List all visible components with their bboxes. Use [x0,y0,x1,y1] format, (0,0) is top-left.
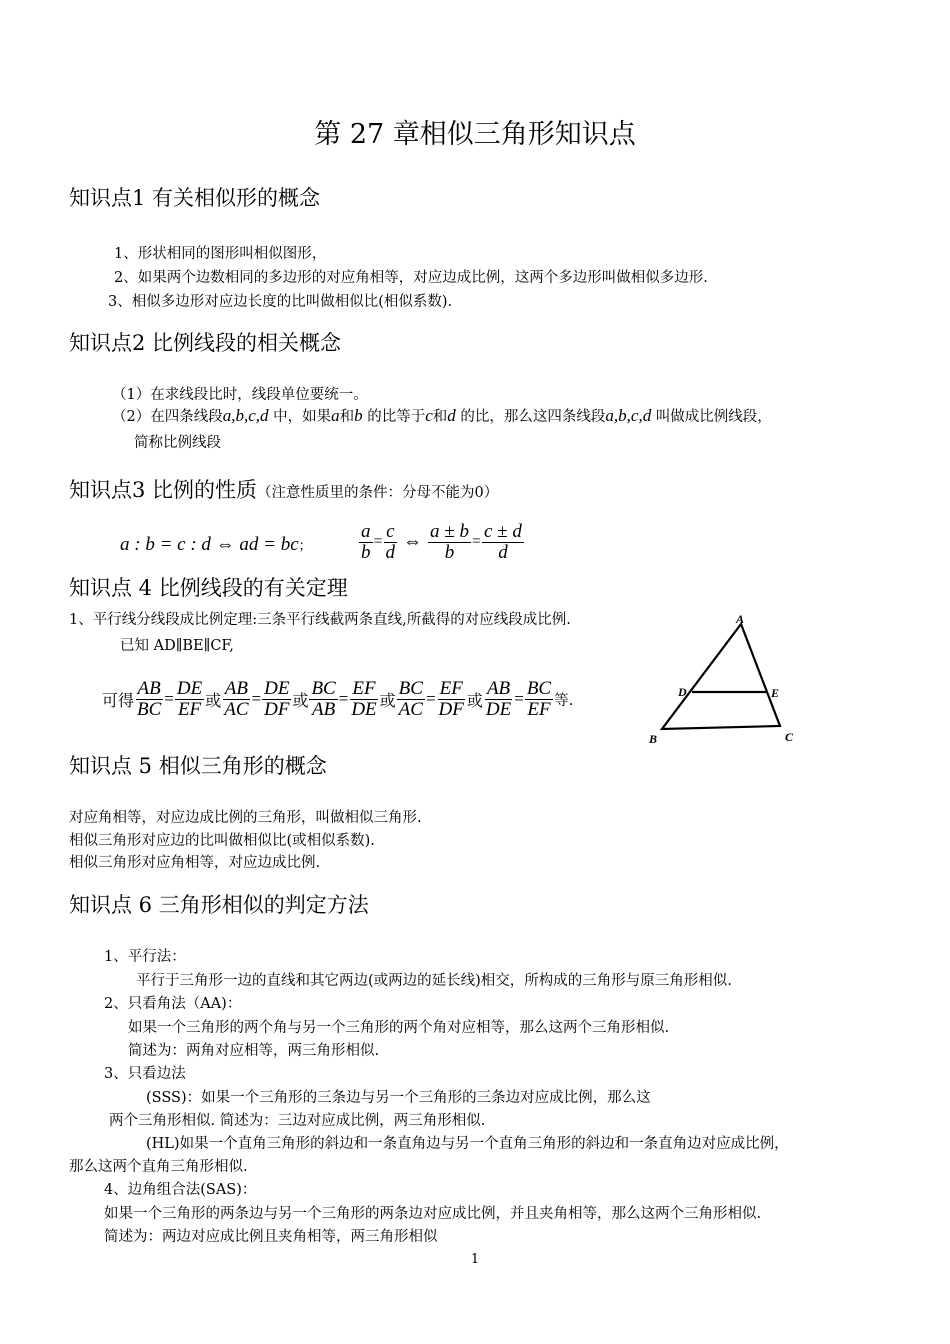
s5-line-2: 相似三角形对应边的比叫做相似比(或相似系数). [69,833,375,849]
s1-item-1: 1、形状相同的图形叫相似图形， [114,246,327,262]
s3-note: （注意性质里的条件：分母不能为0） [257,485,499,501]
section-heading-1: 知识点1 有关相似形的概念 [69,186,321,210]
page-number: 1 [470,1252,480,1267]
s1-item-3: 3、相似多边形对应边长度的比叫做相似比(相似系数). [108,294,453,310]
page-title: 第 27 章相似三角形知识点 [314,119,636,150]
triangle-figure [640,610,810,750]
s6-line-9: (HL)如果一个直角三角形的斜边和一条直角边与另一个直角三角形的斜边和一条直角边对应成比例， [146,1136,789,1152]
section-heading-4: 知识点 4 比例线段的有关定理 [69,576,348,600]
s6-line-1: 1、平行法： [104,949,186,965]
s6-line-13: 简述为：两边对应成比例且夹角相等，两三角形相似 [104,1229,438,1245]
s5-line-3: 相似三角形对应角相等，对应边成比例. [69,855,321,871]
s6-line-3: 2、只看角法（AA)： [104,996,242,1012]
proportion-formula-1: a : b = c : d ⇔ ad = bc； [120,534,312,555]
s2-item-2-cont: 简称比例线段 [134,435,221,451]
s6-line-7: (SSS)：如果一个三角形的三条边与另一个三角形的三条边对应成比例，那么这 [146,1090,651,1106]
s6-line-2: 平行于三角形一边的直线和其它两边(或两边的延长线)相交，所构成的三角形与原三角形相似. [136,973,732,989]
s6-line-5: 简述为：两角对应相等，两三角形相似. [128,1043,380,1059]
s6-line-11: 4、边角组合法(SAS)： [104,1182,257,1198]
triangle-abc [662,624,780,729]
section-heading-6: 知识点 6 三角形相似的判定方法 [69,893,369,917]
section-heading-2: 知识点2 比例线段的相关概念 [69,331,342,355]
s6-line-10: 那么这两个直角三角形相似. [69,1159,248,1175]
label-c: C [785,730,794,744]
label-a: A [736,612,745,626]
s2-item-2: （2）在四条线段a,b,c,d 中，如果a和b 的比等于c和d 的比，那么这四条线段a,b,c,d 叫做成比例线段， [112,406,772,425]
s1-item-2: 2、如果两个边数相同的多边形的对应角相等，对应边成比例，这两个多边形叫做相似多边形. [114,270,708,286]
section-heading-5: 知识点 5 相似三角形的概念 [69,754,327,778]
section-heading-3: 知识点3 比例的性质（注意性质里的条件：分母不能为0） [69,478,499,502]
s6-line-8: 两个三角形相似. 简述为：三边对应成比例，两三角形相似. [109,1113,486,1129]
s4-theorem: 1、平行线分线段成比例定理:三条平行线截两条直线,所截得的对应线段成比例. [69,612,571,628]
proportion-formula-2: $\frac{a}{b}$ = $\frac{c}{d}$ ⇔ $\frac{a \pm b}{b}$ = $\frac{c \pm d}{d}$ [361,521,522,563]
ratio-equations: 可得 $\frac{AB}{BC}$ = $\frac{DE}{EF}$ 或 $\frac{AB}{AC}$ = $\frac{DE}{DF}$ 或 $\frac{BC}{AB}$ = $\frac{EF}{DE}$ 或 $\frac{BC}{AC}$ = $\frac{EF}{DF}$ 或 $\frac{AB}{DE}$ = $\frac{BC}{EF}$ 等. [102,678,574,720]
s4-given: 已知 AD∥BE∥CF, [120,638,234,654]
label-b: B [649,732,658,746]
s6-line-6: 3、只看边法 [104,1066,186,1082]
label-d: D [678,685,687,699]
label-e: E [771,686,780,700]
s2-item-1: （1）在求线段比时，线段单位要统一。 [112,387,368,403]
s6-line-4: 如果一个三角形的两个角与另一个三角形的两个角对应相等，那么这两个三角形相似. [128,1020,670,1036]
s5-line-1: 对应角相等，对应边成比例的三角形，叫做相似三角形. [69,810,422,826]
s6-line-12: 如果一个三角形的两条边与另一个三角形的两条边对应成比例，并且夹角相等，那么这两个三角形相似. [104,1206,762,1222]
